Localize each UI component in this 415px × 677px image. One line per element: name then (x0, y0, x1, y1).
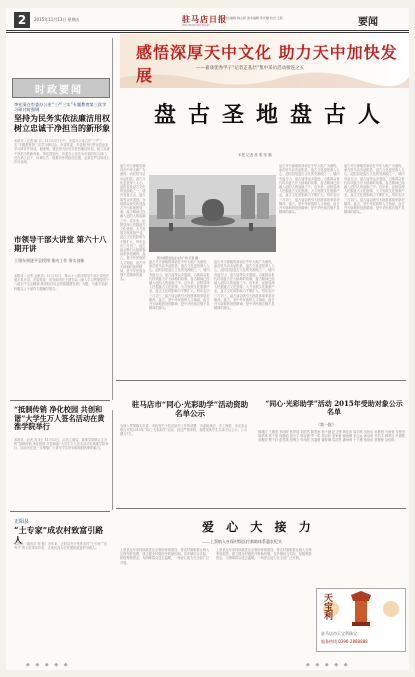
main-story-byline: 本报 记者 张 明 张 璐 (238, 153, 272, 157)
column-divider (112, 38, 113, 400)
list-headline: “同心·光彩助学”活动 2015年受助对象公示名单 (265, 399, 403, 417)
list-body: 驿城区 王雅琪 李明轩 张梦瑶 刘浩然 陈思雨 杨子涵 赵文博 黄佳怡 周宇航 吴欣怡 孙晨阳 马雨萱 朱俊杰 胡梦琪 郭子豪 何静怡 高天宇 林诗涵 罗一鸣 郑可欣 梁家豪 谢雨桐 宋志远 唐诗雨 许浩宇 韩梦洁 冯俊熙 邓雅婷 曹子轩 彭思琪 曾博文 肖雨欣 田嘉豪 董梦琳 袁浩然 潘雨萌 于子墨 蒋欣怡 蔡俊豪 余佳琪 (258, 430, 406, 443)
date-line: 2015年11月13日 星期五 (34, 17, 80, 22)
article-headline: 市领导干部大讲堂 第六十八期开讲 (14, 235, 107, 253)
bottom-subhead: ——上蔡纳入社保村级医疗救助体系惠农纪实 (202, 539, 282, 544)
article-body: 本报讯（记者 高 阳）11月12日，由市工商局、黄淮学院联合主办的“抵制传销 净化校园 共创和谐”大学生万人签名活动在黄淮学院举行。活动旨在进一步增强广大青年学生识别和抵制传销的能力。 (14, 438, 109, 451)
page-header (6, 8, 409, 30)
article-headline: “土专家”成农村致富引路人 (14, 525, 104, 545)
ad-brand: 天宝利 (322, 593, 332, 620)
notice-headline: 驻马店市“同心·光彩助学”活动资助名单公示 (131, 400, 249, 418)
bottom-headline: 爱 心 大 接 力 (202, 520, 315, 534)
bottom-body: 上蔡县近年来持续推进社会救助体系建设，将农村困难群众纳入社保兜底范围，建立健全村级医疗救助机制。各乡镇结合实际，积极筹措资金，为困难群众送去温暖，一场爱心接力在全县广泛开展。 (216, 548, 312, 561)
feature-banner-subtitle: ——嘉谈优秀学子“记者走基层”集中采访活动接连之五 (196, 66, 305, 71)
photo-caption: 图为泌阳县盘古文化广场 记者 摄 (157, 256, 198, 260)
article-body: 本报讯（记者 姚 平）11月11日下午，市委办公室召开“三严三实”专题教育第三次学习研讨会。市委常委、市委秘书长李宏清参加学习研讨并讲话。他强调，要坚持为民务实依法廉洁用权，树立忠诚干净担当的新形象。李宏清指出，市委办公室作为市委的综合部门，处在承上启下、协调左右、联系内外的枢纽位置，必须在严以用权上作出表率。 (14, 139, 110, 165)
main-story-title: 盘古圣地盘古人 (154, 102, 393, 128)
main-story-body: 盘古开天辟地的神话在中华大地广为流传，而在驻马店市泌阳县，盘古文化更是深入人心。泌阳县是盘古文化的发源地之一，境内有盘古山、盘古庙等众多遗迹。当地群众世代传颂盘古开天辟地的故事，盘古精神已经融入泌阳人的血脉之中。近年来，泌阳县深入挖掘盘古文化资源，大力发展文化旅游产业，盘古文化的影响力不断扩大。每年农历三月初三，盘古庙会吸引大批游客前来祭祀朝拜。盘古，是中华民族的人文始祖，盘古开天辟地的创世精神，是中华民族自强不息精神的源头。 (214, 260, 275, 311)
main-story-body: 盘古开天辟地的神话在中华大地广为流传，而在驻马店市泌阳县，盘古文化更是深入人心。泌阳县是盘古文化的发源地之一，境内有盘古山、盘古庙等众多遗迹。当地群众世代传颂盘古开天辟地的故事，盘古精神已经融入泌阳人的血脉之中。近年来，泌阳县深入挖掘盘古文化资源，大力发展文化旅游产业，盘古文化的影响力不断扩大。每年农历三月初三，盘古庙会吸引大批游客前来祭祀朝拜。盘古，是中华民族的人文始祖，盘古开天辟地的创世精神，是中华民族自强不息精神的源头。 (149, 260, 210, 311)
masthead: 驻马店日报 (182, 14, 227, 24)
plaza-photo (149, 175, 276, 252)
footer-ornament: ◆ ◆ ◆ ◆ ◆ (26, 662, 70, 668)
section-divider (10, 511, 110, 512)
feature-banner-title: 感悟深厚天中文化 助力天中加快发展 (136, 43, 398, 85)
list-subhead: （第一批） (316, 422, 336, 427)
newspaper-page (6, 8, 409, 670)
editor-credits: 责任编辑 韩立新 美术编辑 李光耀 校对 王新 (224, 16, 283, 20)
article-headline: 坚持为民务实依法廉洁用权 树立忠诚干净担当的新形象 (14, 113, 110, 133)
article-body: 本报讯（通讯员 张 磊）近年来，正阳县充分发挥农村“土专家”“田秀才”的示范带动作用，让他们成为农民增收致富的引路人。 (14, 542, 107, 551)
column-banner (12, 78, 110, 98)
section-title: 要闻 (358, 17, 378, 28)
main-story-body: 盘古开天辟地的神话在中华大地广为流传，而在驻马店市泌阳县，盘古文化更是深入人心。泌阳县是盘古文化的发源地之一，境内有盘古山、盘古庙等众多遗迹。当地群众世代传颂盘古开天辟地的故事，盘古精神已经融入泌阳人的血脉之中。近年来，泌阳县深入挖掘盘古文化资源，大力发展文化旅游产业，盘古文化的影响力不断扩大。每年农历三月初三，盘古庙会吸引大批游客前来祭祀朝拜。盘古，是中华民族的人文始祖，盘古开天辟地的创世精神，是中华民族自强不息精神的源头。 (279, 164, 340, 215)
main-story-photo (149, 175, 276, 252)
ad-line1: 驻马店市天宝利珠宝 (321, 631, 357, 636)
article-body: 本报讯（记者 孟献忠）11月12日，第六十八期市领导干部大讲堂在遂平县开讲，市委常委、常务副市长王建东以《深入学习贯彻党的十八届五中全会精神 推动经济社会持续健康发展》为题，为遂平县副科级以上干部作专题辅导报告。 (14, 274, 110, 291)
page-number: 2 (14, 12, 30, 28)
column-banner-label: 时政要闻 (35, 85, 83, 96)
main-story-body: 盘古开天辟地的神话在中华大地广为流传，而在驻马店市泌阳县，盘古文化更是深入人心。泌阳县是盘古文化的发源地之一，境内有盘古山、盘古庙等众多遗迹。当地群众世代传颂盘古开天辟地的故事，盘古精神已经融入泌阳人的血脉之中。近年来，泌阳县深入挖掘盘古文化资源，大力发展文化旅游产业，盘古文化的影响力不断扩大。每年农历三月初三，盘古庙会吸引大批游客前来祭祀朝拜。盘古，是中华民族的人文始祖，盘古开天辟地的创世精神，是中华民族自强不息精神的源头。 (344, 164, 405, 215)
header-rule (6, 30, 409, 31)
article-headline: “抵制传销 净化校园 共创和谐”大学生万人签名活动在黄淮学院举行 (14, 405, 105, 432)
masthead-small: ZHUMADIAN DAILY (182, 23, 210, 27)
notice-body: 为深入贯彻落实市委、市政府关于扶贫助学工作的部署，市委统战部、市工商联、市光彩会联合开展2015年“同心·光彩助学”活动，经过严格审核，现将受助学生名单予以公示，公示期为7天。 (120, 424, 248, 437)
ad-line2: 服务热线 0396-2888888 (321, 639, 368, 644)
footer-ornament: ◆ ◆ ◆ ◆ ◆ (306, 662, 350, 668)
article-kicker: 正阳县 (14, 519, 30, 525)
section-divider (116, 380, 406, 381)
advertisement[interactable] (316, 588, 406, 652)
section-divider (10, 400, 110, 401)
article-subhead: 王建东到遂平县授课 推动工作 务实创新 (14, 258, 85, 263)
column-divider (112, 410, 113, 510)
header-rule-2 (6, 32, 409, 33)
main-story-body: 盘古开天辟地的神话在中华大地广为流传，而在驻马店市泌阳县，盘古文化更是深入人心。泌阳县是盘古文化的发源地之一，境内有盘古山、盘古庙等众多遗迹。当地群众世代传颂盘古开天辟地的故事，盘古精神已经融入泌阳人的血脉之中。近年来，泌阳县深入挖掘盘古文化资源，大力发展文化旅游产业，盘古文化的影响力不断扩大。每年农历三月初三，盘古庙会吸引大批游客前来祭祀朝拜。盘古，是中华民族的人文始祖，盘古开天辟地的创世精神，是中华民族自强不息精神的源头。 (120, 164, 146, 282)
bottom-body: 上蔡县近年来持续推进社会救助体系建设，将农村困难群众纳入社保兜底范围，建立健全村级医疗救助机制。各乡镇结合实际，积极筹措资金，为困难群众送去温暖，一场爱心接力在全县广泛开展。 (120, 548, 210, 565)
article-kicker: 李宏清在市委办公室“三严三实”专题教育第三次学习研讨时强调 (14, 102, 107, 112)
section-divider (116, 508, 406, 509)
